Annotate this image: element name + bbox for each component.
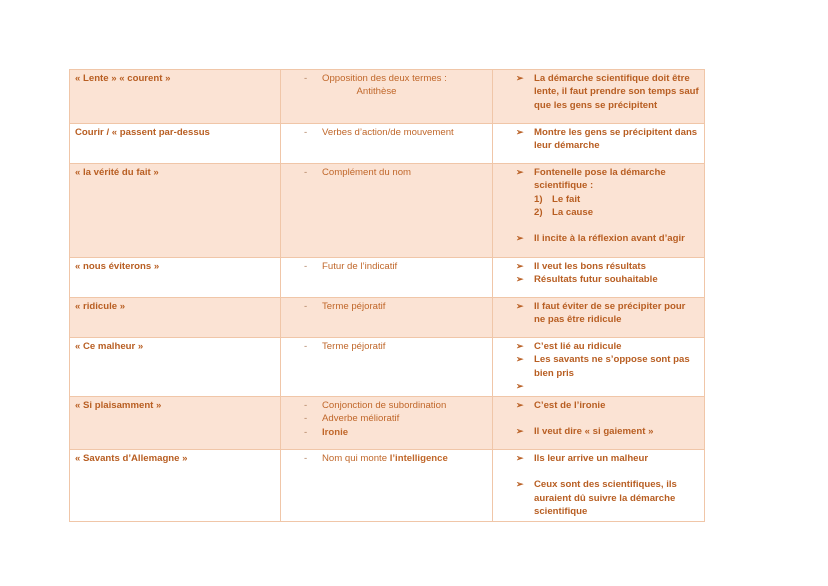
interpretation-text: Montre les gens se précipitent dans leur démarche xyxy=(534,127,698,152)
device-text-emphasis: l’intelligence xyxy=(389,453,448,465)
interpretation-text: C’est de l’ironie xyxy=(534,400,606,412)
device-item xyxy=(286,340,487,353)
device-text: Ironie xyxy=(322,426,349,438)
interpretation-item xyxy=(498,340,699,353)
dash-bullet: - xyxy=(304,341,308,352)
item-number: 2) xyxy=(534,206,543,218)
device-text: Futur de l’indicatif xyxy=(322,261,398,272)
table-row xyxy=(70,298,705,338)
arrow-bullet-icon: ➢ xyxy=(516,426,524,437)
table-row xyxy=(70,124,705,164)
interpretation-item xyxy=(498,425,699,438)
interpretation-item xyxy=(498,353,699,380)
device-item xyxy=(286,426,487,439)
device-text: Terme péjoratif xyxy=(322,301,386,312)
device-cell xyxy=(281,450,493,522)
table-row xyxy=(70,258,705,298)
interpretation-cell xyxy=(493,124,705,164)
expression-cell xyxy=(70,397,281,450)
dash-bullet: - xyxy=(304,426,308,438)
arrow-bullet-icon: ➢ xyxy=(516,73,524,83)
dash-bullet: - xyxy=(304,261,308,272)
device-text: Verbes d’action/de mouvement xyxy=(322,127,454,138)
interpretation-item xyxy=(498,380,699,393)
dash-bullet: - xyxy=(304,453,308,465)
interpretation-text: Il veut dire « si gaiement » xyxy=(534,426,654,438)
device-text: Nom qui monte xyxy=(322,453,390,465)
expression-text: « ridicule » xyxy=(75,301,126,312)
interpretation-text: Fontenelle pose la démarche scientifique : xyxy=(534,167,666,192)
device-item xyxy=(286,166,487,179)
interpretation-item xyxy=(498,300,699,327)
dash-bullet: - xyxy=(304,400,308,412)
interpretation-item xyxy=(498,273,699,286)
expression-text: « nous éviterons » xyxy=(75,261,160,272)
arrow-bullet-icon: ➢ xyxy=(516,479,524,490)
device-item xyxy=(286,399,487,412)
table-body xyxy=(70,70,705,522)
expression-text: « Savants d’Allemagne » xyxy=(75,453,188,465)
table-row xyxy=(70,338,705,397)
expression-cell xyxy=(70,124,281,164)
numbered-item xyxy=(498,206,699,219)
spacer xyxy=(498,219,699,232)
device-cell xyxy=(281,258,493,298)
expression-text: « Ce malheur » xyxy=(75,341,144,352)
expression-text: « Si plaisamment » xyxy=(75,400,162,412)
interpretation-item xyxy=(498,399,699,412)
interpretation-cell xyxy=(493,164,705,258)
dash-bullet: - xyxy=(304,73,308,84)
interpretation-text: Il incite à la réflexion avant d’agir xyxy=(534,233,685,245)
arrow-bullet-icon: ➢ xyxy=(516,261,524,271)
device-subtext: Antithèse xyxy=(356,86,397,98)
table-row xyxy=(70,164,705,258)
arrow-bullet-icon: ➢ xyxy=(516,274,524,285)
table-row xyxy=(70,70,705,124)
interpretation-cell xyxy=(493,338,705,397)
item-number: 1) xyxy=(534,193,543,205)
table-row xyxy=(70,397,705,450)
expression-cell xyxy=(70,338,281,397)
arrow-bullet-icon: ➢ xyxy=(516,301,524,311)
device-cell xyxy=(281,164,493,258)
dash-bullet: - xyxy=(304,127,308,138)
interpretation-text: Il veut les bons résultats xyxy=(534,261,646,272)
expression-cell xyxy=(70,298,281,338)
interpretation-text: Résultats futur souhaitable xyxy=(534,274,658,286)
arrow-bullet-icon: ➢ xyxy=(516,127,524,137)
device-text: Terme péjoratif xyxy=(322,341,386,352)
interpretation-cell xyxy=(493,298,705,338)
interpretation-text: La démarche scientifique doit être lente, il faut prendre son temps sauf que les gens se précipitent xyxy=(534,73,699,111)
interpretation-item xyxy=(498,452,699,465)
device-item xyxy=(286,260,487,273)
interpretation-cell xyxy=(493,397,705,450)
dash-bullet: - xyxy=(304,301,308,312)
interpretation-cell xyxy=(493,258,705,298)
interpretation-text: Il faut éviter de se précipiter pour ne pas être ridicule xyxy=(534,301,686,326)
expression-text: Courir / « passent par-dessus xyxy=(75,127,210,138)
arrow-bullet-icon: ➢ xyxy=(516,233,524,244)
device-text: Conjonction de subordination xyxy=(322,400,447,412)
device-text: Opposition des deux termes : xyxy=(322,73,447,84)
spacer xyxy=(498,412,699,425)
device-item xyxy=(286,412,487,425)
interpretation-item xyxy=(498,260,699,273)
interpretation-text: Ils leur arrive un malheur xyxy=(534,453,649,465)
device-cell xyxy=(281,124,493,164)
table-row xyxy=(70,450,705,522)
device-cell xyxy=(281,397,493,450)
interpretation-text: C’est lié au ridicule xyxy=(534,341,622,352)
arrow-bullet-icon: ➢ xyxy=(516,453,524,464)
arrow-bullet-icon: ➢ xyxy=(516,400,524,411)
expression-cell xyxy=(70,164,281,258)
interpretation-text: Le fait xyxy=(552,193,581,205)
device-item xyxy=(286,300,487,313)
arrow-bullet-icon: ➢ xyxy=(516,354,524,365)
analysis-table xyxy=(69,69,705,522)
interpretation-item xyxy=(498,232,699,245)
device-text: Complément du nom xyxy=(322,167,412,178)
arrow-bullet-icon: ➢ xyxy=(516,380,524,391)
device-cell xyxy=(281,338,493,397)
interpretation-item xyxy=(498,126,699,153)
numbered-item xyxy=(498,193,699,206)
interpretation-text: Les savants ne s’oppose sont pas bien pris xyxy=(534,354,690,379)
device-item xyxy=(286,72,487,85)
interpretation-item xyxy=(498,72,699,112)
interpretation-item xyxy=(498,478,699,518)
expression-cell xyxy=(70,450,281,522)
expression-text: « Lente » « courent » xyxy=(75,73,171,84)
dash-bullet: - xyxy=(304,413,308,425)
interpretation-text: Ceux sont des scientifiques, ils auraient dû suivre la démarche scientifique xyxy=(534,479,677,518)
interpretation-cell xyxy=(493,450,705,522)
device-item xyxy=(286,126,487,139)
device-item xyxy=(286,452,487,465)
interpretation-text: La cause xyxy=(552,206,594,218)
expression-cell xyxy=(70,258,281,298)
dash-bullet: - xyxy=(304,167,308,178)
device-text: Adverbe mélioratif xyxy=(322,413,400,425)
interpretation-cell xyxy=(493,70,705,124)
expression-cell xyxy=(70,70,281,124)
spacer xyxy=(498,465,699,478)
arrow-bullet-icon: ➢ xyxy=(516,167,524,177)
interpretation-item xyxy=(498,166,699,193)
arrow-bullet-icon: ➢ xyxy=(516,341,524,351)
device-cell xyxy=(281,298,493,338)
device-cell xyxy=(281,70,493,124)
expression-text: « la vérité du fait » xyxy=(75,167,159,178)
